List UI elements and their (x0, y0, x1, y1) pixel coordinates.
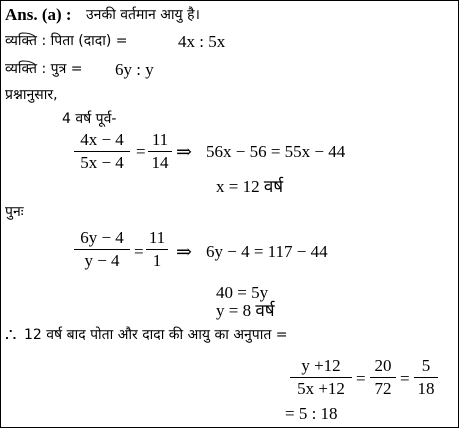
eq1-right-denominator: 14 (151, 153, 169, 172)
eq3-fraction-3 (414, 356, 438, 399)
fraction-bar (370, 377, 396, 378)
eq1-fraction-right (148, 130, 172, 173)
eq3-f2-denominator: 72 (374, 379, 392, 398)
equals-sign: = (134, 242, 144, 261)
fraction-bar (146, 249, 168, 250)
eq1-fraction-left (74, 130, 130, 173)
equals-sign: = (356, 369, 366, 388)
eq1-denominator: 5x − 4 (80, 153, 124, 172)
therefore-icon: ∴ (5, 325, 17, 345)
eq2-right-numerator: 11 (148, 228, 166, 247)
ratio-grandfather-value: 4x : 5x (178, 32, 226, 51)
fraction-bar (414, 377, 438, 378)
implies-arrow-icon: ⇒ (176, 142, 192, 163)
ratio-son-label: व्यक्ति : पुत्र = (5, 61, 83, 77)
intro-text: उनकी वर्तमान आयु है। (86, 7, 200, 23)
ratio-grandfather-label: व्यक्ति : पिता (दादा) = (5, 33, 128, 49)
eq3-denominator: 5x +12 (297, 379, 345, 398)
fraction-bar (148, 151, 172, 152)
step-40-equals-5y: 40 = 5y (216, 283, 269, 302)
eq2-numerator: 6y − 4 (80, 228, 124, 247)
eq1-numerator: 4x − 4 (80, 130, 124, 149)
eq3-f3-numerator: 5 (421, 356, 431, 375)
again-label: पुनः (5, 204, 24, 220)
eq3-fraction-1 (290, 356, 352, 399)
eq2-expansion: 6y − 4 = 117 − 44 (206, 242, 328, 261)
years-before-label: 4 वर्ष पूर्व- (62, 111, 117, 127)
fraction-bar (74, 151, 130, 152)
equals-sign: = (400, 369, 410, 388)
fraction-bar (74, 249, 130, 250)
y-result: y = 8 वर्ष (216, 301, 275, 320)
eq3-f3-denominator: 18 (417, 379, 435, 398)
answer-label: Ans. (a) : (5, 5, 72, 24)
eq2-fraction-left (74, 228, 130, 271)
eq2-right-denominator: 1 (152, 251, 162, 270)
implies-arrow-icon: ⇒ (176, 242, 192, 263)
eq3-f2-numerator: 20 (374, 356, 392, 375)
final-answer: = 5 : 18 (285, 404, 338, 423)
eq2-fraction-right (146, 228, 168, 271)
fraction-bar (290, 377, 352, 378)
final-ratio-text: 12 वर्ष बाद पोता और दादा की आयु का अनुपात = (24, 327, 288, 343)
ratio-son-value: 6y : y (115, 60, 154, 79)
eq1-expansion: 56x − 56 = 55x − 44 (206, 142, 346, 161)
eq3-fraction-2 (370, 356, 396, 399)
equals-sign: = (136, 142, 146, 161)
according-to-question: प्रश्नानुसार, (5, 87, 58, 103)
eq3-numerator: y +12 (301, 356, 341, 375)
eq1-right-numerator: 11 (151, 130, 169, 149)
eq2-denominator: y − 4 (84, 251, 120, 270)
x-result: x = 12 वर्ष (216, 177, 284, 196)
